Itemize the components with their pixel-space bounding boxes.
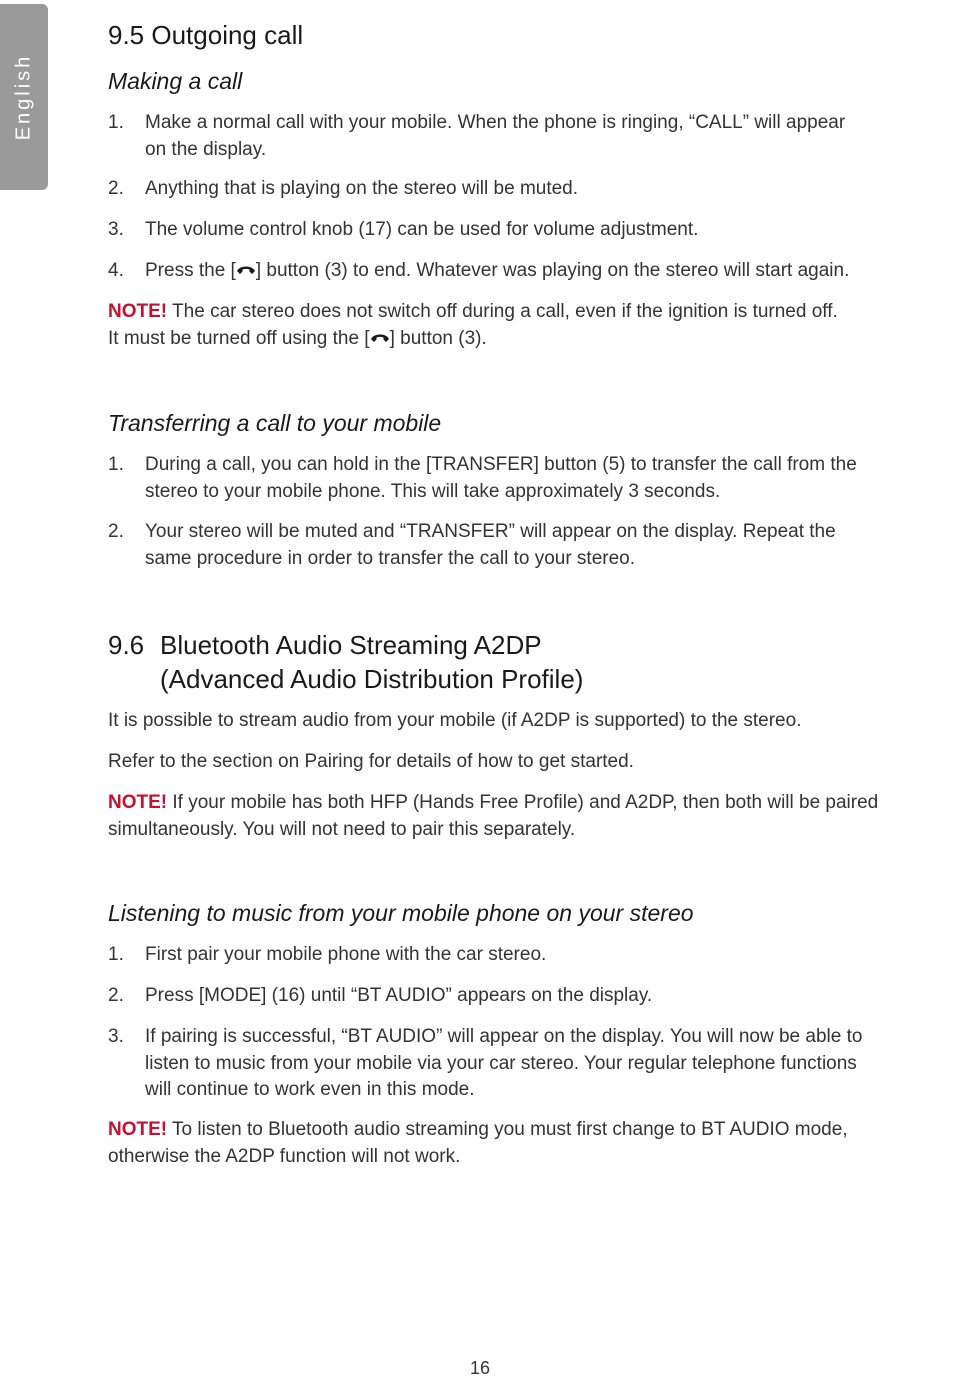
list-item: 1. Make a normal call with your mobile. When the phone is ringing, “CALL” will appear on the display. (108, 112, 846, 160)
list-item: 2. Press [MODE] (16) until “BT AUDIO” appears on the display. (108, 985, 653, 1006)
page-number: 16 (469, 1358, 491, 1378)
list-item: 2. Your stereo will be muted and “TRANSFER” will appear on the display. Repeat the same procedure in order to transfer the call to your stereo. (108, 521, 836, 569)
listening-music-heading: Listening to music from your mobile phone on your stereo (108, 900, 694, 926)
list-item: 4. Press the [ ] button (3) to end. Whatever was playing on the stereo will start again. (108, 260, 850, 281)
language-tab-label: English (12, 53, 35, 141)
section-9-6-heading: 9.6 Bluetooth Audio Streaming A2DP (Advanced Audio Distribution Profile) (108, 630, 584, 694)
end-call-icon (370, 330, 390, 346)
note-label: NOTE! (108, 792, 168, 813)
list-item: 3. The volume control knob (17) can be used for volume adjustment. (108, 219, 699, 240)
list-item: 1. First pair your mobile phone with the car stereo. (108, 944, 547, 965)
end-call-icon (236, 262, 256, 278)
note-paragraph: NOTE! The car stereo does not switch off during a call, even if the ignition is turned off. It must be turned off using the [ ] button (3). (108, 301, 838, 349)
language-tab (0, 4, 48, 190)
transferring-call-heading: Transferring a call to your mobile (108, 410, 442, 436)
section-number: 9.6 (108, 630, 145, 660)
paragraph: Refer to the section on Pairing for details of how to get started. (108, 751, 634, 772)
section-9-5-heading: 9.5 Outgoing call (108, 20, 304, 50)
note-paragraph: NOTE! To listen to Bluetooth audio streaming you must first change to BT AUDIO mode, otherwise the A2DP function will not work. (108, 1119, 848, 1167)
making-a-call-heading: Making a call (108, 68, 243, 94)
note-label: NOTE! (108, 301, 168, 322)
list-item: 3. If pairing is successful, “BT AUDIO” will appear on the display. You will now be able to listen to music from your mobile via your car stereo. Your regular telephone functions will continue to work even in this mode. (108, 1026, 863, 1100)
paragraph: It is possible to stream audio from your mobile (if A2DP is supported) to the stereo. (108, 710, 802, 731)
note-label: NOTE! (108, 1119, 168, 1140)
list-item: 1. During a call, you can hold in the [TRANSFER] button (5) to transfer the call from the stereo to your mobile phone. This will take approximately 3 seconds. (108, 454, 857, 502)
note-paragraph: NOTE! If your mobile has both HFP (Hands Free Profile) and A2DP, then both will be paired simultaneously. You will not need to pair this separately. (108, 792, 879, 840)
list-item: 2. Anything that is playing on the stereo will be muted. (108, 178, 579, 199)
